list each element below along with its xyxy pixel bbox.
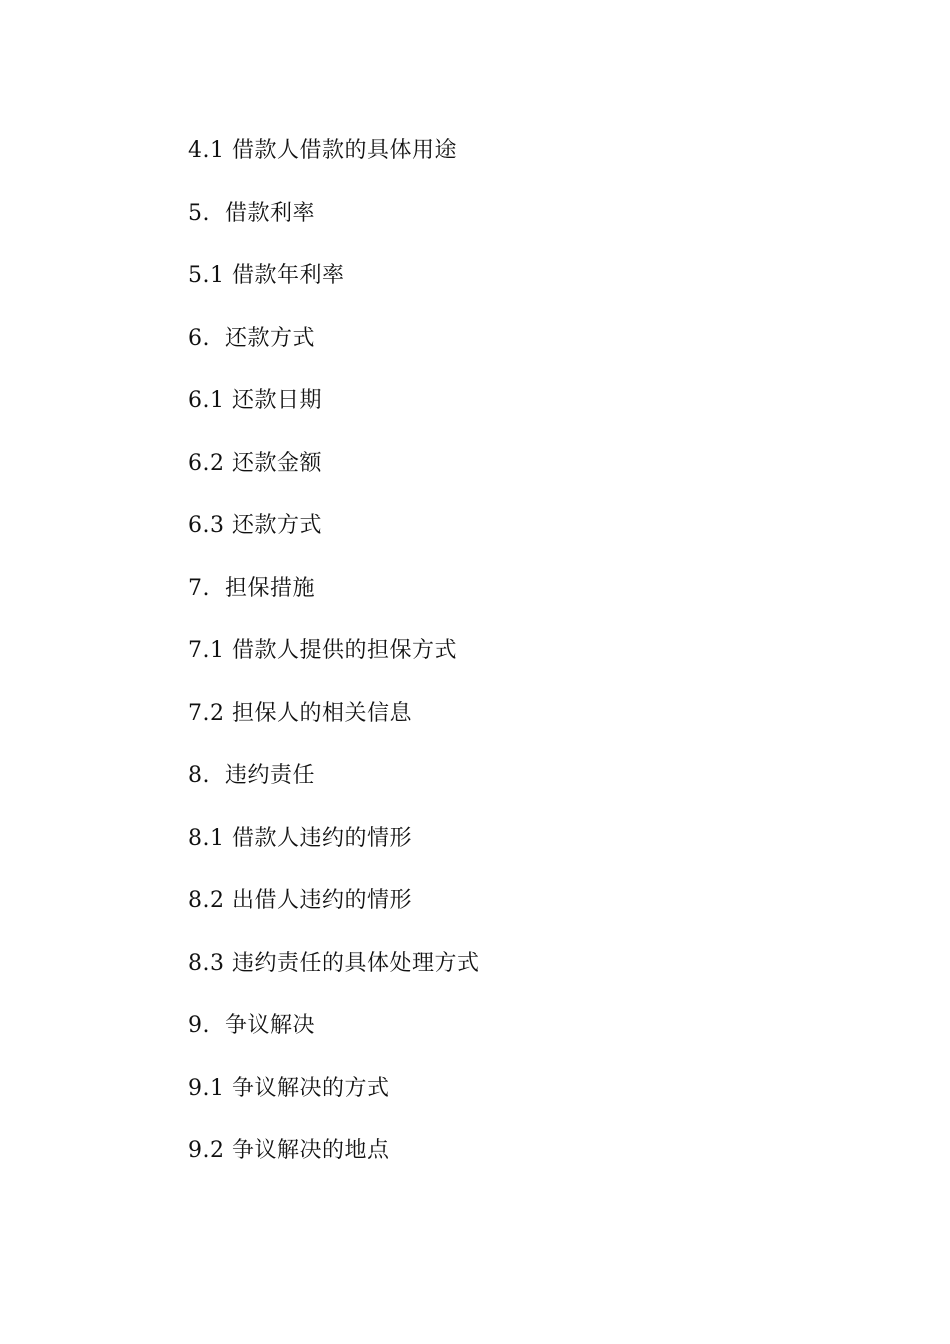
outline-item: 7.2 担保人的相关信息 (188, 700, 412, 726)
outline-heading: 9. 争议解决 (188, 1013, 315, 1038)
outline-item: 6.3 还款方式 (188, 513, 322, 538)
outline-item: 9.1 争议解决的方式 (188, 1075, 390, 1101)
outline-item: 6.1 还款日期 (188, 388, 322, 413)
outline-item: 9.2 争议解决的地点 (188, 1138, 390, 1163)
outline-item: 8.1 借款人违约的情形 (188, 825, 412, 851)
outline-item: 8.3 违约责任的具体处理方式 (188, 950, 480, 976)
outline-item: 5.1 借款年利率 (188, 263, 345, 288)
outline-heading: 7. 担保措施 (188, 575, 315, 601)
contract-outline (188, 132, 479, 1195)
outline-item: 7.1 借款人提供的担保方式 (188, 638, 457, 663)
outline-heading: 5. 借款利率 (188, 200, 315, 226)
outline-item: 4.1 借款人借款的具体用途 (188, 138, 457, 163)
outline-heading: 8. 违约责任 (188, 763, 315, 788)
outline-item: 8.2 出借人违约的情形 (188, 888, 412, 913)
outline-heading: 6. 还款方式 (188, 325, 315, 351)
outline-item: 6.2 还款金额 (188, 450, 322, 476)
